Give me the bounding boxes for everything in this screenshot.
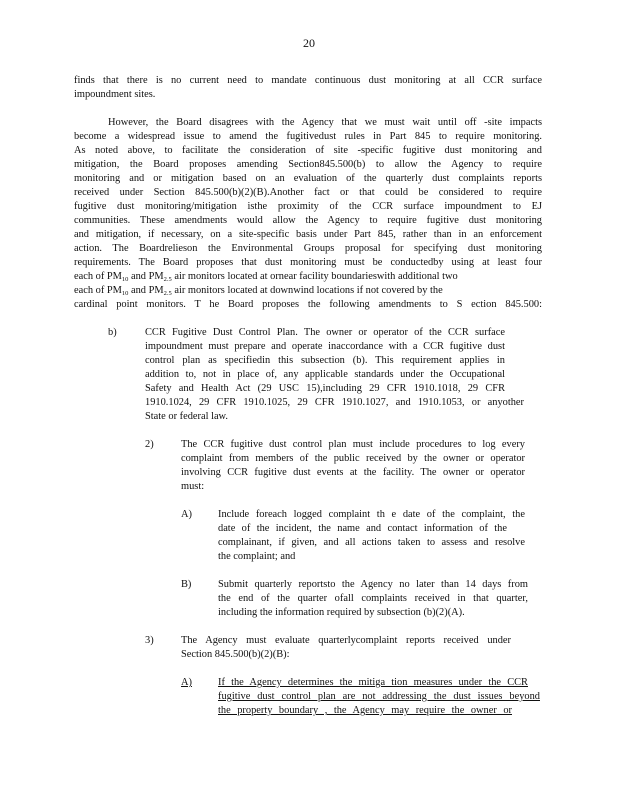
text-line: fugitive dust control plan are not addressing the dust issues beyond (218, 691, 540, 702)
page-number: 20 (303, 36, 315, 50)
subscript: 10 (121, 290, 129, 297)
text-line: finds that there is no current need to mandate continuous dust monitoring at all CCR surface (74, 75, 542, 86)
text-line: 1910.1024, 29 CFR 1910.1025, 29 CFR 1910.1027, and 1910.1053, or anyother (145, 397, 524, 408)
text-line: mitigation, the Board proposes amending Section845.500(b) to allow the Agency to require (74, 159, 542, 170)
text-line: must: (181, 481, 205, 492)
text-line: date of the incident, the name and contact information of the (218, 523, 507, 534)
text-line: Section 845.500(b)(2)(B): (181, 649, 290, 660)
text-line: become a widespread issue to amend the fugitivedust rules in Part 845 to require monitoring. (74, 131, 542, 142)
text-line: If the Agency determines the mitiga tion measures under the CCR (218, 677, 528, 688)
text-line: Submit quarterly reportsto the Agency no later than 14 days from (218, 579, 528, 590)
text-line: complaint from members of the public received by the owner or operator (181, 453, 525, 464)
item-label: A) (181, 677, 192, 688)
item-label: B) (181, 579, 192, 590)
text-line: monitoring and or mitigation based on an evaluation of the quarterly dust complaints reports (74, 173, 542, 184)
text-line: impoundment sites. (74, 89, 156, 100)
subscript: 2.5 (163, 290, 172, 297)
text-fragment: each of PM (74, 271, 122, 282)
item-label: 3) (145, 635, 154, 646)
item-label: b) (108, 327, 117, 338)
text-line: action. The Boardrelieson the Environmental Groups proposal for specifying dust monitoring (74, 243, 542, 254)
text-line: Safety and Health Act (29 USC 15),including 29 CFR 1910.1018, 29 CFR (145, 383, 505, 394)
text-fragment: and PM (128, 285, 164, 296)
text-fragment: and PM (128, 271, 164, 282)
text-line-pm (74, 270, 458, 284)
text-line: requirements. The Board proposes that dust monitoring must be conductedby using at least four (74, 257, 542, 268)
text-line: The CCR fugitive dust control plan must include procedures to log every (181, 439, 525, 450)
text-line: and mitigation, if necessary, on a site-specific basis under Part 845, rather than in an enforcement (74, 229, 542, 240)
text-line: the complaint; and (218, 551, 296, 562)
item-label: 2) (145, 439, 154, 450)
text-line: addition to, not in place of, any applicable standards under the Occupational (145, 369, 505, 380)
subscript: 10 (121, 276, 129, 283)
text-line: involving CCR fugitive dust events at the facility. The owner or operator (181, 467, 525, 478)
text-line: the end of the quarter ofall complaints received in that quarter, (218, 593, 528, 604)
subscript: 2.5 (163, 276, 172, 283)
text-line: control plan as specifiedin this subsection (b). This requirement applies in (145, 355, 505, 366)
text-line: communities. These amendments would allow the Agency to require fugitive dust monitoring (74, 215, 542, 226)
text-line: complainant, if given, and all actions taken to assess and resolve (218, 537, 525, 548)
text-line: cardinal point monitors. T he Board proposes the following amendments to S ection 845.500: (74, 299, 542, 310)
text-line: the property boundary , the Agency may require the owner or (218, 705, 512, 716)
text-line: Include foreach logged complaint th e date of the complaint, the (218, 509, 525, 520)
text-line: State or federal law. (145, 411, 228, 422)
text-line: CCR Fugitive Dust Control Plan. The owner or operator of the CCR surface (145, 327, 505, 338)
text-fragment: each of PM (74, 285, 122, 296)
text-fragment: air monitors located at downwind locations if not covered by the (171, 285, 443, 296)
text-line: fugitive dust monitoring/mitigation isthe proximity of the CCR surface impoundment to EJ (74, 201, 542, 212)
text-line: including the information required by subsection (b)(2)(A). (218, 607, 465, 618)
text-line: The Agency must evaluate quarterlycomplaint reports received under (181, 635, 511, 646)
text-line: However, the Board disagrees with the Agency that we must wait until off -site impacts (108, 117, 542, 128)
item-label: A) (181, 509, 192, 520)
text-line: impoundment must prepare and operate inaccordance with a CCR fugitive dust (145, 341, 505, 352)
text-line: As noted above, to facilitate the consideration of site -specific fugitive dust monitoring and (74, 145, 542, 156)
text-line: received under Section 845.500(b)(2)(B).Another fact or that could be considered to require (74, 187, 542, 198)
text-fragment: air monitors located at ornear facility boundarieswith additional two (171, 271, 458, 282)
text-line-pm (74, 284, 443, 298)
